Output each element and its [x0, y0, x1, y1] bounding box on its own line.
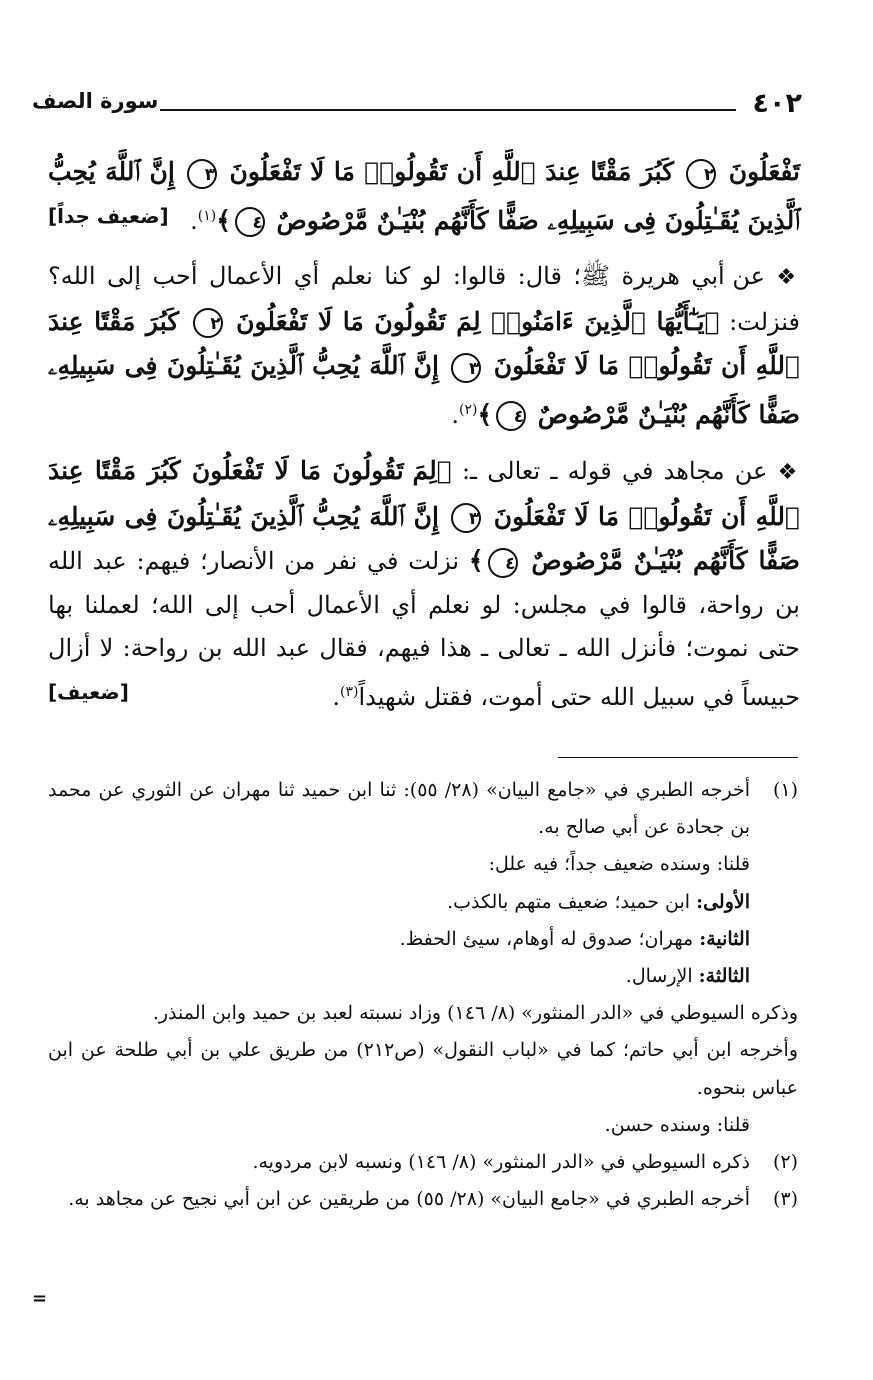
surah-title: سورة الصف: [32, 89, 159, 113]
footnotes: [48, 772, 798, 1218]
footnote-reference: (٢): [459, 401, 478, 418]
entry-3: [48, 449, 800, 719]
narration-text: عن مجاهد في قوله ـ تعالى ـ:: [461, 457, 768, 485]
quran-close-bracket: ﴾: [477, 399, 493, 429]
verse-text: يَـٰٓأَيُّهَا ٱلَّذِينَ ءَامَنُوا۟ لِمَ تَقُولُونَ مَا لَا تَفْعَلُونَ: [236, 306, 705, 336]
quran-close-bracket: ﴾: [216, 205, 231, 235]
footnote-line: [48, 921, 750, 958]
footnote-line: ذكره السيوطي في «الدر المنثور» (٨/ ١٤٦) ونسبه لابن مردويه.: [252, 1151, 750, 1174]
footnote-separator: [558, 757, 798, 758]
verse-text: تَفْعَلُونَ: [728, 157, 800, 186]
verse-text: كَبُرَ مَقْتًا عِندَ ٱللَّهِ أَن تَقُولُوا۟ مَا لَا تَفْعَلُونَ: [229, 157, 675, 186]
footnote-line: وأخرجه ابن أبي حاتم؛ كما في «لباب النقول» (ص٢١٢) من طريق علي بن أبي طلحة عن ابن عباس بنحوه.: [48, 1039, 798, 1099]
narration-text: عن أبي هريرة ﷺ؛ قال: قالوا: لو كنا نعلم أي الأعمال أحب إلى الله؟ فنزلت:: [48, 262, 800, 336]
footnote-line: [48, 958, 750, 995]
footnote-line: أخرجه الطبري في «جامع البيان» (٢٨/ ٥٥) من طريقين عن ابن أبي نجيح عن مجاهد به.: [68, 1188, 750, 1211]
ayah-number-marker: ٤: [496, 401, 526, 431]
verse-text: كَبُرَ مَقْتًا عِندَ ٱللَّهِ أَن تَقُولُوا۟ مَا لَا تَفْعَلُونَ: [48, 306, 800, 380]
footnote-number: (٢): [772, 1151, 798, 1174]
ayah-number-marker: ٢: [686, 159, 716, 189]
verse-text: إِنَّ ٱللَّهَ يُحِبُّ ٱلَّذِينَ يُقَـٰتِلُونَ فِى سَبِيلِهِۦ صَفًّا كَأَنَّهُم بُنْيَـٰنٌ مَّرْصُوصٌ: [48, 157, 800, 235]
ayah-number-marker: ٣: [451, 503, 481, 533]
ayah-number-marker: ٢: [193, 308, 223, 338]
footnote-2: [48, 1144, 798, 1181]
ayah-number-marker: ٤: [488, 548, 518, 578]
quran-open-bracket: ﴿: [704, 306, 720, 336]
sentence-end: .: [190, 206, 198, 235]
entry-1: [48, 150, 800, 243]
quran-close-bracket: ﴾: [468, 546, 484, 575]
footnote-line: [48, 884, 750, 921]
footnote-label: الأولى:: [696, 890, 750, 913]
quran-open-bracket: ﴿: [436, 456, 452, 485]
verse-text: إِنَّ ٱللَّهَ يُحِبُّ ٱلَّذِينَ يُقَـٰتِلُونَ فِى سَبِيلِهِۦ صَفًّا كَأَنَّهُم بُنْيَـٰنٌ مَّرْصُوصٌ: [48, 501, 800, 575]
footnote-line: وذكره السيوطي في «الدر المنثور» (٨/ ١٤٦) وزاد نسبته لعبد بن حميد وابن المنذر.: [152, 1002, 798, 1025]
sentence-end: .: [451, 400, 460, 429]
footnote-3: [48, 1181, 798, 1218]
page-header: [32, 88, 802, 128]
ayah-number-marker: ٣: [451, 353, 481, 383]
footnote-line: أخرجه الطبري في «جامع البيان» (٢٨/ ٥٥): ثنا ابن حميد ثنا مهران عن الثوري عن محمد بن جحادة عن أبي صالح به.: [48, 779, 750, 839]
entry-marker-icon: ❖: [777, 460, 800, 485]
footnote-label: الثالثة:: [698, 965, 750, 988]
footnote-text: مهران؛ صدوق له أوهام، سيئ الحفظ.: [399, 927, 700, 950]
footnote-line: قلنا: وسنده ضعيف جداً؛ فيه علل:: [488, 853, 750, 876]
footnote-number: (٣): [772, 1188, 798, 1211]
verse-text: إِنَّ ٱللَّهَ يُحِبُّ ٱلَّذِينَ يُقَـٰتِلُونَ فِى سَبِيلِهِۦ صَفًّا كَأَنَّهُم بُنْيَـٰنٌ مَّرْصُوصٌ: [48, 351, 800, 429]
footnote-reference: (٣): [339, 683, 359, 700]
verse-text: لِمَ تَقُولُونَ مَا لَا تَفْعَلُونَ كَبُرَ مَقْتًا عِندَ ٱللَّهِ أَن تَقُولُوا۟ مَا لَا تَفْعَلُونَ: [48, 456, 800, 531]
footnote-text: ابن حميد؛ ضعيف متهم بالكذب.: [447, 890, 697, 913]
entry-2: [48, 255, 800, 437]
footnote-number: (١): [772, 779, 798, 801]
grade-label: [ضعيف]: [48, 679, 129, 704]
sentence-end: .: [332, 682, 340, 711]
ayah-number-marker: ٣: [187, 159, 217, 189]
page-number: ٤٠٢: [752, 88, 802, 119]
footnote-reference: (١): [197, 207, 217, 224]
continuation-mark: =: [32, 1288, 48, 1309]
footnote-text: الإرسال.: [625, 965, 699, 988]
grade-label: [ضعيف جداً]: [48, 203, 169, 228]
entry-marker-icon: ❖: [776, 265, 800, 290]
header-rule: [160, 109, 736, 111]
footnote-line: قلنا: وسنده حسن.: [604, 1113, 750, 1136]
footnote-label: الثانية:: [699, 927, 750, 950]
footnote-1: [48, 772, 798, 1144]
narration-text: نزلت في نفر من الأنصار؛ فيهم: عبد الله بن رواحة، قالوا في مجلس: لو نعلم أي الأعمال أحب إلى الله؛ لعملنا بها حتى نموت؛ فأنزل الله ـ تعالى ـ هذا فيهم، فقال عبد الله بن رواحة: لا أزال حبيساً في سبيل الله حتى أموت، فقتل شهيداً: [48, 547, 800, 711]
ayah-number-marker: ٤: [235, 207, 265, 237]
main-text: [48, 150, 800, 731]
